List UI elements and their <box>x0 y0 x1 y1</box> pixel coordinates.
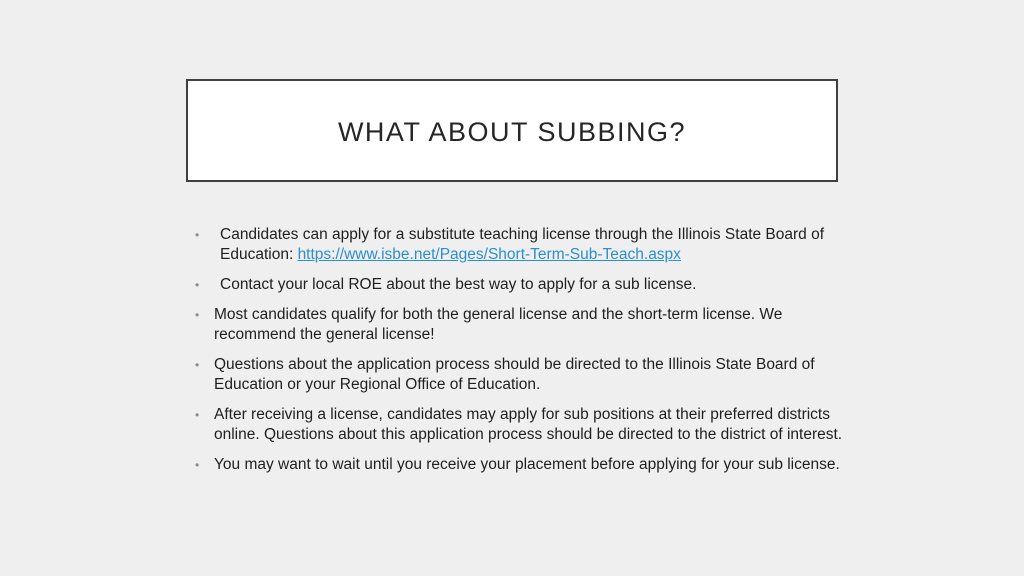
bullet-text: Contact your local ROE about the best way to apply for a sub license. <box>220 276 697 293</box>
bullet-dot-icon: • <box>195 308 200 322</box>
bullet-item <box>195 355 855 395</box>
bullet-dot-icon: • <box>195 278 200 292</box>
bullet-item <box>195 455 855 475</box>
bullet-text: You may want to wait until you receive your placement before applying for your sub license. <box>214 456 840 473</box>
bullet-text: Questions about the application process should be directed to the Illinois State Board of Education or your Regional Office of Education. <box>214 356 815 393</box>
bullet-text: After receiving a license, candidates may apply for sub positions at their preferred districts online. Questions about this application process should be directed to the district of interest. <box>214 406 843 443</box>
bullet-item <box>195 405 855 445</box>
bullet-list <box>195 225 855 485</box>
bullet-dot-icon: • <box>195 458 200 472</box>
title-box <box>186 79 838 182</box>
bullet-item <box>195 305 855 345</box>
slide-title: WHAT ABOUT SUBBING? <box>337 117 687 147</box>
bullet-text: Candidates can apply for a substitute teaching license through the Illinois State Board of Education: <box>220 226 825 263</box>
bullet-dot-icon: • <box>195 358 200 372</box>
bullet-dot-icon: • <box>195 228 200 242</box>
bullet-item <box>195 275 855 295</box>
bullet-item <box>195 225 855 265</box>
bullet-text: Most candidates qualify for both the general license and the short-term license. We recommend the general license! <box>214 306 783 343</box>
isbe-link[interactable]: https://www.isbe.net/Pages/Short-Term-Sub-Teach.aspx <box>297 246 681 263</box>
bullet-dot-icon: • <box>195 408 200 422</box>
